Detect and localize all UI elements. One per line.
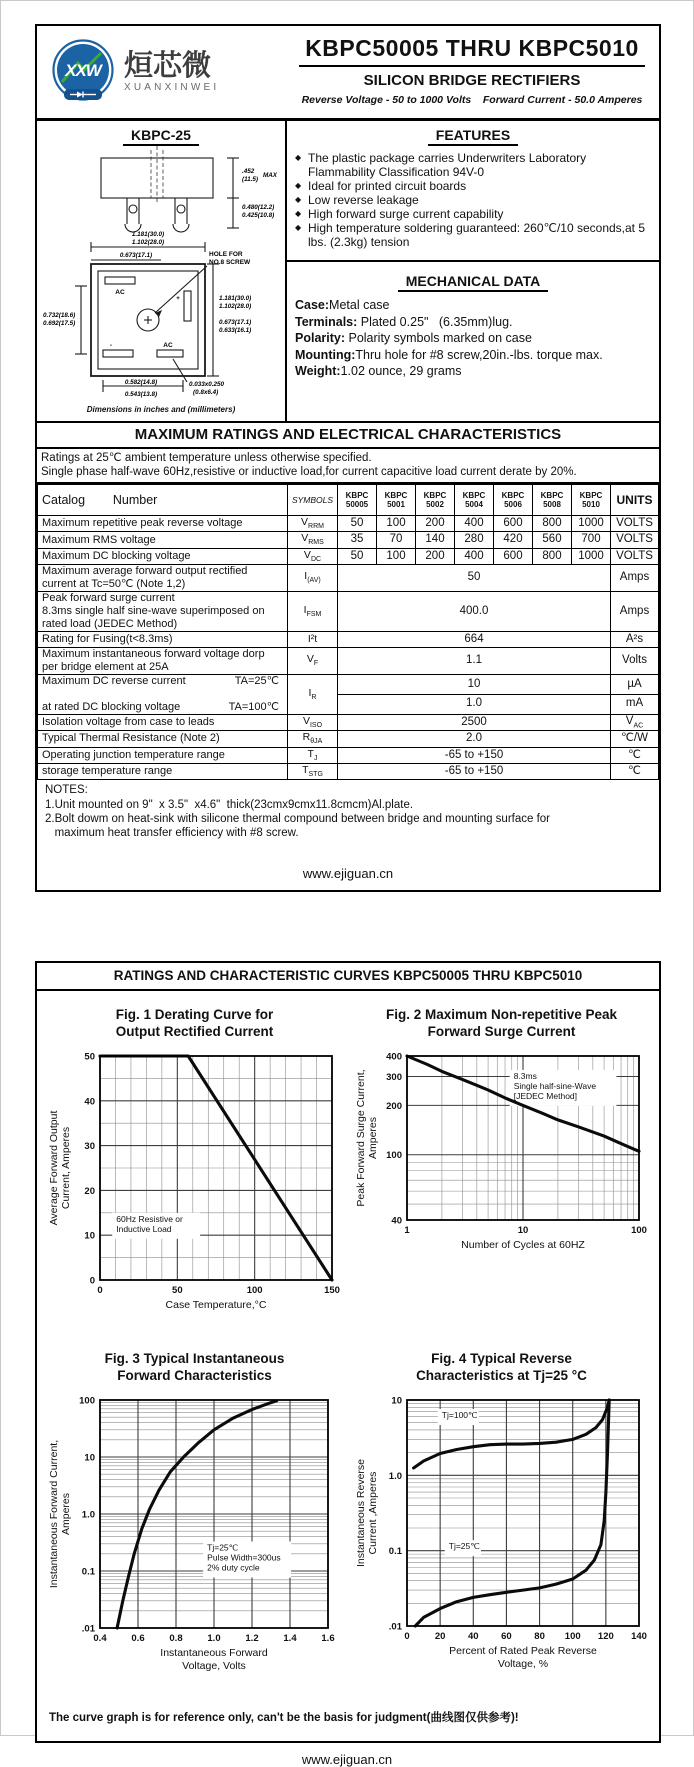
note-line: maximum heat transfer efficiency with #8 screw. <box>45 827 299 840</box>
row-symbol: $V_{RRM}$ <box>288 516 338 532</box>
svg-text:2% duty cycle: 2% duty cycle <box>206 1562 260 1573</box>
svg-text:8.3ms: 8.3ms <box>513 1071 537 1082</box>
row-value: 50 <box>338 548 377 564</box>
ratings-banner: MAXIMUM RATINGS AND ELECTRICAL CHARACTERISTICS <box>37 423 659 449</box>
row-value: 1.1 <box>338 647 611 674</box>
row-unit: ℃ <box>611 747 659 763</box>
part-column-header: KBPC 5002 <box>416 485 455 516</box>
logo-text <box>124 51 219 93</box>
row-value: 100 <box>377 516 416 532</box>
row-value: 1000 <box>572 548 611 564</box>
svg-text:200: 200 <box>385 1100 402 1112</box>
svg-text:Pulse Width=300us: Pulse Width=300us <box>206 1552 281 1563</box>
row-value: 400.0 <box>338 592 611 632</box>
features-list <box>295 151 651 249</box>
row-value: 200 <box>416 516 455 532</box>
row-value: 600 <box>494 516 533 532</box>
row-value: -65 to +150 <box>338 747 611 763</box>
bullet-icon: ◆ <box>295 195 302 205</box>
svg-text:100: 100 <box>385 1150 402 1162</box>
svg-text:Inductive Load: Inductive Load <box>115 1223 172 1234</box>
table-row <box>38 592 659 632</box>
svg-text:0.1: 0.1 <box>388 1545 402 1557</box>
symbols-header: SYMBOLS <box>288 485 338 516</box>
dim-lug-in: 0.480(12.2) <box>242 204 275 211</box>
row-unit: mA <box>611 694 659 714</box>
svg-text:1: 1 <box>403 1225 410 1237</box>
row-label: Maximum average forward output rectified current at Tc=50℃ (Note 1,2) <box>38 565 288 592</box>
svg-text:Tj=100℃: Tj=100℃ <box>441 1409 478 1420</box>
svg-text:100: 100 <box>78 1395 95 1407</box>
feature-item: ◆ Ideal for printed circuit boards <box>295 179 467 194</box>
svg-text:Instantaneous Forward: Instantaneous Forward <box>159 1646 268 1659</box>
svg-text:10: 10 <box>517 1225 528 1237</box>
table-row <box>38 731 659 747</box>
svg-text:50: 50 <box>83 1051 95 1063</box>
feature-item: ◆ The plastic package carries Underwriters Laboratory Flammability Classification 94V-0 <box>295 151 587 180</box>
fig3-title: Fig. 3 Typical Instantaneous Forward Characteristics <box>104 1351 285 1383</box>
svg-text:100: 100 <box>564 1630 581 1642</box>
row-value: 50 <box>338 565 611 592</box>
svg-text:0: 0 <box>403 1630 410 1642</box>
charts-grid <box>37 991 659 1689</box>
chart-derating-curve <box>46 1048 344 1324</box>
row-symbol: I²t <box>288 631 338 647</box>
table-row <box>38 674 659 694</box>
svg-text:10: 10 <box>83 1230 95 1242</box>
row-value: 50 <box>338 516 377 532</box>
notes-heading: NOTES: <box>45 784 88 797</box>
note-line: 1.Unit mounted on 9" x 3.5" x4.6" thick(23cmx9cmx11.8cmcm)Al.plate. <box>45 798 414 811</box>
table-row <box>38 565 659 592</box>
svg-text:10: 10 <box>83 1452 95 1464</box>
row-value: 800 <box>533 548 572 564</box>
ratings-table <box>37 484 659 780</box>
svg-text:Peak Forward Surge Current,: Peak Forward Surge Current, <box>354 1069 367 1207</box>
chart-forward-characteristics <box>46 1392 344 1684</box>
ratings-table-wrap <box>37 484 659 780</box>
table-header-row <box>38 485 659 516</box>
svg-text:Instantaneous Reverse: Instantaneous Reverse <box>354 1458 367 1567</box>
dim-slot-mm: (0.8x6.4) <box>193 389 219 396</box>
svg-text:40: 40 <box>390 1215 402 1227</box>
svg-text:0: 0 <box>96 1285 103 1297</box>
curves-banner: RATINGS AND CHARACTERISTIC CURVES KBPC50005 THRU KBPC5010 <box>37 963 659 991</box>
row-label: Operating junction temperature range <box>38 747 288 763</box>
logo <box>37 26 285 118</box>
row-unit: VOLTS <box>611 548 659 564</box>
row-label: Maximum instantaneous forward voltage dorp per bridge element at 25A <box>38 647 288 674</box>
dim-left-mm: 0.692(17.5) <box>43 320 76 327</box>
mechanical-heading: MECHANICAL DATA <box>295 273 651 292</box>
row-value: 200 <box>416 548 455 564</box>
dim-bottom-in: 0.582(14.8) <box>124 379 158 386</box>
svg-text:1.2: 1.2 <box>244 1632 259 1644</box>
row-value: 10 <box>338 674 611 694</box>
row-label: Maximum repetitive peak reverse voltage <box>38 516 288 532</box>
row-unit: Amps <box>611 592 659 632</box>
row-unit: A²s <box>611 631 659 647</box>
dim-height-in: .452 <box>242 168 255 175</box>
svg-text:300: 300 <box>385 1072 402 1084</box>
row-label: Peak forward surge current 8.3ms single half sine-wave superimposed on rated load (JEDEC Method) <box>38 592 288 632</box>
row-symbol: $V_{ISO}$ <box>288 714 338 731</box>
row-value: 560 <box>533 532 572 548</box>
svg-text:Tj=25℃: Tj=25℃ <box>206 1542 238 1553</box>
row-unit: VOLTS <box>611 516 659 532</box>
row-value: 35 <box>338 532 377 548</box>
dim-hole-cc-in: 0.673(17.1) <box>119 252 153 259</box>
row-symbol: $V_{RMS}$ <box>288 532 338 548</box>
mechanical-section <box>287 262 659 384</box>
svg-text:30: 30 <box>83 1141 95 1153</box>
dim-height-max: MAX <box>263 172 277 179</box>
terminal-minus-label: - <box>109 342 113 349</box>
part-column-header: KBPC 50005 <box>338 485 377 516</box>
website-link[interactable]: www.ejiguan.cn <box>302 866 394 882</box>
svg-text:60: 60 <box>500 1630 512 1642</box>
svg-text:1.4: 1.4 <box>282 1632 297 1644</box>
row-label: storage temperature range <box>38 763 288 779</box>
row-value: 600 <box>494 548 533 564</box>
feature-item: ◆ High temperature soldering guaranteed: 260℃/10 seconds,at 5 lbs. (2.3kg) tension <box>295 221 646 250</box>
svg-text:40: 40 <box>467 1630 479 1642</box>
table-row <box>38 516 659 532</box>
svg-text:.01: .01 <box>388 1621 402 1633</box>
table-row <box>38 631 659 647</box>
row-symbol: $V_{DC}$ <box>288 548 338 564</box>
row-unit: VOLTS <box>611 532 659 548</box>
mech-row: Terminals: Plated 0.25" (6.35mm)lug. <box>295 314 513 329</box>
logo-chinese-name: 烜芯微 <box>124 49 212 82</box>
fig4-title: Fig. 4 Typical Reverse Characteristics at Tj=25 °C <box>416 1351 587 1383</box>
row-unit: µA <box>611 674 659 694</box>
row-label: Maximum DC blocking voltage <box>38 548 288 564</box>
svg-text:150: 150 <box>323 1285 340 1297</box>
row-value: 2500 <box>338 714 611 731</box>
svg-text:[JEDEC Method]: [JEDEC Method] <box>513 1091 577 1102</box>
curve-disclaimer: The curve graph is for reference only, can't be the basis for judgment(曲线图仅供参考)! <box>49 1711 519 1724</box>
mech-row: Mounting:Thru hole for #8 screw,20in.-lbs. torque max. <box>295 347 603 362</box>
row-unit: ℃/W <box>611 731 659 747</box>
row-value: 2.0 <box>338 731 611 747</box>
table-row <box>38 647 659 674</box>
fig3-chart <box>46 1392 344 1689</box>
bullet-icon: ◆ <box>295 181 302 191</box>
part-column-header: KBPC 5010 <box>572 485 611 516</box>
hole-note-line2: NO.8 SCREW <box>209 259 251 266</box>
header <box>37 26 659 121</box>
svg-text:Percent of Rated Peak Reverse: Percent of Rated Peak Reverse <box>448 1644 597 1657</box>
row-unit: Volts <box>611 647 659 674</box>
features-heading: FEATURES <box>295 127 651 146</box>
note-line: 2.Bolt dowm on heat-sink with silicone thermal compound between bridge and mounting surface for <box>45 813 551 826</box>
svg-text:Instantaneous Forward Current,: Instantaneous Forward Current, <box>47 1439 60 1588</box>
svg-text:Case Temperature,°C: Case Temperature,°C <box>165 1299 266 1312</box>
fig1-block <box>46 1007 344 1329</box>
package-column <box>37 121 285 421</box>
package-drawing <box>41 146 281 400</box>
svg-text:10: 10 <box>390 1395 402 1407</box>
table-row <box>38 747 659 763</box>
svg-text:0.1: 0.1 <box>81 1566 95 1578</box>
svg-text:1.0: 1.0 <box>206 1632 221 1644</box>
dim-top-width-in: 1.181(30.0) <box>131 231 165 238</box>
svg-text:0.8: 0.8 <box>168 1632 183 1644</box>
ratings-condition-1: Ratings at 25℃ ambient temperature unless otherwise specified. <box>41 452 372 464</box>
table-row <box>38 763 659 779</box>
svg-text:20: 20 <box>434 1630 445 1642</box>
svg-text:Tj=25℃: Tj=25℃ <box>448 1540 480 1551</box>
hole-note-line1: HOLE FOR <box>209 251 243 258</box>
row-value: 140 <box>416 532 455 548</box>
row-symbol: $T_{STG}$ <box>288 763 338 779</box>
svg-text:400: 400 <box>385 1051 402 1063</box>
page2-box <box>35 961 661 1743</box>
bullet-icon: ◆ <box>295 223 302 233</box>
svg-text:Voltage, Volts: Voltage, Volts <box>181 1659 246 1672</box>
dim-slot-in: 0.033x0.250 <box>189 381 225 388</box>
svg-text:100: 100 <box>246 1285 263 1297</box>
row-value: 800 <box>533 516 572 532</box>
package-name: KBPC-25 <box>37 127 285 146</box>
row-value: 700 <box>572 532 611 548</box>
row-value: 1.0 <box>338 694 611 714</box>
row-value: 400 <box>455 516 494 532</box>
row-label: Rating for Fusing(t<8.3ms) <box>38 631 288 647</box>
ratings-conditions <box>37 449 659 484</box>
svg-text:40: 40 <box>83 1096 95 1108</box>
row-value: 664 <box>338 631 611 647</box>
svg-text:Amperes: Amperes <box>59 1492 72 1535</box>
part-column-header: KBPC 5008 <box>533 485 572 516</box>
row-value: -65 to +150 <box>338 763 611 779</box>
feature-item: ◆ Low reverse leakage <box>295 193 419 208</box>
svg-text:60Hz Resistive or: 60Hz Resistive or <box>115 1213 183 1224</box>
logo-mark-text: XXW <box>65 61 101 80</box>
units-header: UNITS <box>611 485 659 516</box>
fig4-chart <box>353 1392 651 1687</box>
table-row <box>38 548 659 564</box>
tagline: Reverse Voltage - 50 to 1000 Volts Forward Current - 50.0 Amperes <box>301 94 643 106</box>
notes-section <box>37 780 659 858</box>
svg-text:1.0: 1.0 <box>388 1470 402 1482</box>
dim-right-height-mm: 0.633(16.1) <box>219 327 252 334</box>
row-symbol: $I_R$ <box>288 674 338 714</box>
features-section <box>287 121 659 262</box>
page-title: KBPC50005 THRU KBPC5010 <box>305 35 639 61</box>
fig2-chart <box>353 1048 651 1265</box>
row-label: Typical Thermal Resistance (Note 2) <box>38 731 288 747</box>
row-unit: $V_{AC}$ <box>611 714 659 731</box>
logo-mark-icon <box>47 35 119 109</box>
chart-surge-current <box>353 1048 651 1260</box>
terminal-ac-bottom-label: AC <box>163 342 173 349</box>
row-label: Maximum DC reverse current TA=25℃ at rated DC blocking voltage TA=100℃ <box>38 674 288 714</box>
dim-right-width-mm: 1.102(28.0) <box>219 303 252 310</box>
svg-text:120: 120 <box>597 1630 614 1642</box>
dim-bottom-mm: 0.543(13.8) <box>124 391 158 398</box>
svg-text:20: 20 <box>83 1185 95 1197</box>
fig2-title: Fig. 2 Maximum Non-repetitive Peak Forward Surge Current <box>385 1007 618 1040</box>
dim-right-width-in: 1.181(30.0) <box>219 295 252 302</box>
dim-right-height-in: 0.673(17.1) <box>219 319 252 326</box>
svg-text:1.0: 1.0 <box>81 1509 95 1521</box>
right-column <box>285 121 659 421</box>
svg-text:140: 140 <box>630 1630 647 1642</box>
svg-text:Single half-sine-Wave: Single half-sine-Wave <box>513 1081 596 1092</box>
row-symbol: $T_J$ <box>288 747 338 763</box>
svg-text:80: 80 <box>533 1630 545 1642</box>
fig1-chart <box>46 1048 344 1329</box>
title-divider <box>299 65 645 67</box>
mechanical-list <box>295 297 651 380</box>
svg-text:.01: .01 <box>81 1623 95 1635</box>
terminal-plus-label: + <box>176 295 180 302</box>
mech-row: Case:Metal case <box>295 298 390 312</box>
fig1-title: Fig. 1 Derating Curve for Output Rectified Current <box>115 1007 274 1040</box>
part-column-header: KBPC 5006 <box>494 485 533 516</box>
row-value: 100 <box>377 548 416 564</box>
fig3-block <box>46 1351 344 1689</box>
ratings-condition-2: Single phase half-wave 60Hz,resistive or inductive load,for current capacitive load current derate by 20%. <box>41 466 577 479</box>
row-value: 420 <box>494 532 533 548</box>
fig4-block <box>353 1351 651 1689</box>
fig2-block <box>353 1007 651 1329</box>
svg-text:0.4: 0.4 <box>92 1632 107 1644</box>
notes-list <box>45 798 651 841</box>
row-label: Maximum RMS voltage <box>38 532 288 548</box>
bullet-icon: ◆ <box>295 153 302 162</box>
chart-reverse-characteristics <box>353 1392 651 1682</box>
svg-text:Voltage, %: Voltage, % <box>497 1657 548 1670</box>
logo-latin-name: XUANXINWEI <box>124 82 220 94</box>
title-block <box>285 26 659 118</box>
svg-text:Amperes: Amperes <box>366 1117 379 1160</box>
row-symbol: $V_F$ <box>288 647 338 674</box>
dim-lug-mm: 0.425(10.8) <box>242 212 275 219</box>
mech-row: Weight:1.02 ounce, 29 grams <box>295 364 462 378</box>
row-value: 400 <box>455 548 494 564</box>
dim-left-in: 0.732(18.6) <box>43 312 76 319</box>
row-value: 1000 <box>572 516 611 532</box>
svg-text:50: 50 <box>171 1285 183 1297</box>
package-and-features <box>37 121 659 423</box>
svg-text:Current, Amperes: Current, Amperes <box>59 1126 72 1210</box>
svg-text:0: 0 <box>89 1275 95 1287</box>
part-column-header: KBPC 5001 <box>377 485 416 516</box>
svg-text:0.6: 0.6 <box>130 1632 145 1644</box>
part-column-header: KBPC 5004 <box>455 485 494 516</box>
table-row <box>38 714 659 731</box>
row-symbol: $I_{FSM}$ <box>288 592 338 632</box>
terminal-ac-top-label: AC <box>115 289 125 296</box>
svg-text:100: 100 <box>630 1225 647 1237</box>
page1-box <box>35 24 661 892</box>
dim-height-mm: (11.5) <box>242 176 258 183</box>
row-symbol: $I_{(AV)}$ <box>288 565 338 592</box>
row-unit: Amps <box>611 565 659 592</box>
row-unit: ℃ <box>611 763 659 779</box>
svg-text:Current ,Amperes: Current ,Amperes <box>366 1471 379 1555</box>
row-label: Isolation voltage from case to leads <box>38 714 288 731</box>
svg-text:Number of Cycles at 60HZ: Number of Cycles at 60HZ <box>460 1239 585 1252</box>
table-row <box>38 532 659 548</box>
feature-item: ◆ High forward surge current capability <box>295 207 504 222</box>
website-link-bottom[interactable]: www.ejiguan.cn <box>301 1751 393 1767</box>
package-caption: Dimensions in inches and (millimeters) <box>86 405 236 414</box>
svg-text:Average Forward Output: Average Forward Output <box>47 1110 60 1226</box>
row-symbol: $R_{\theta JA}$ <box>288 731 338 747</box>
bullet-icon: ◆ <box>295 209 302 219</box>
dim-top-width-mm: 1.102(28.0) <box>131 239 165 246</box>
mech-row: Polarity: Polarity symbols marked on case <box>295 331 532 345</box>
row-value: 280 <box>455 532 494 548</box>
svg-text:1.6: 1.6 <box>320 1632 335 1644</box>
row-value: 70 <box>377 532 416 548</box>
catalog-header: Catalog Number <box>38 485 288 516</box>
subtitle: SILICON BRIDGE RECTIFIERS <box>363 72 581 89</box>
